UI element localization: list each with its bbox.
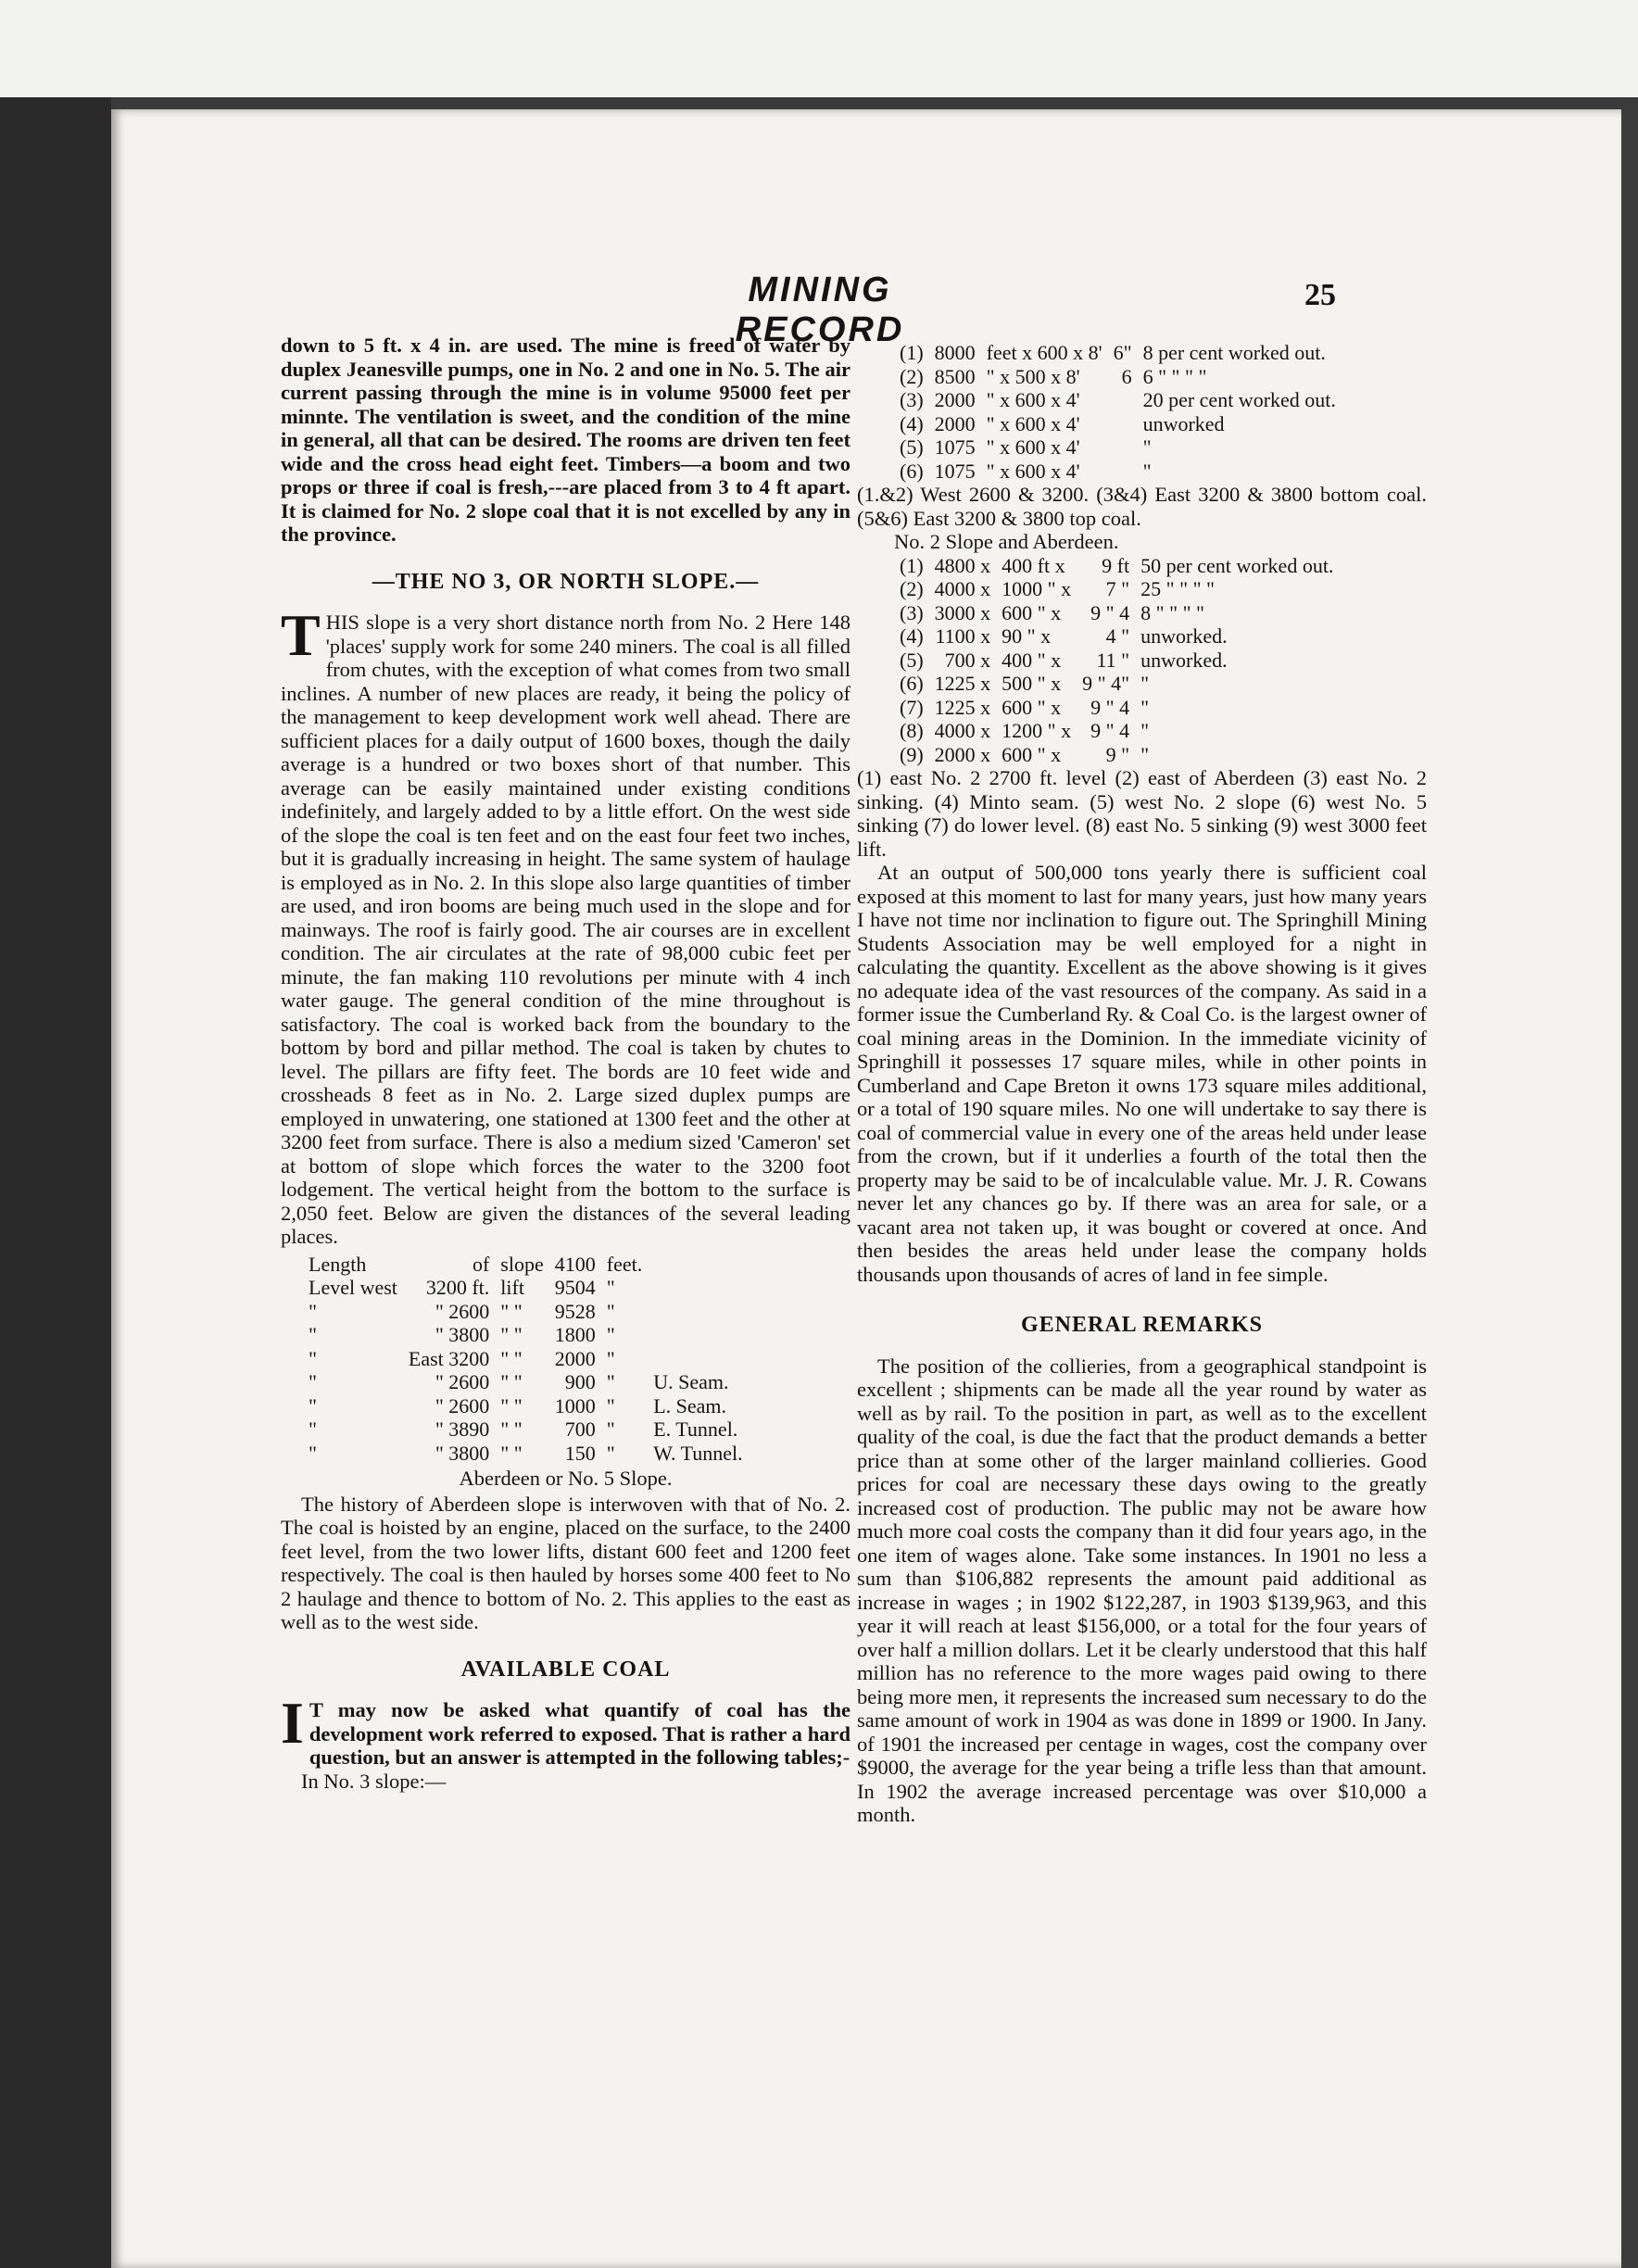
table-cell: " <box>309 1323 317 1346</box>
table-cell: 4800 x <box>934 553 991 577</box>
table-cell: 4000 x <box>934 577 991 600</box>
table-cell: 1225 x <box>934 695 991 719</box>
table-cell: L. Seam. <box>653 1393 727 1418</box>
slope3-label: In No. 3 slope:— <box>301 1769 447 1793</box>
table-cell: (2) <box>900 577 924 600</box>
aberdeen-paragraph: The history of Aberdeen slope is interwoven with that of No. 2. The coal is hoisted by an engine, placed on the surface, to the 2400 feet level, from the two lower lifts, distant 600 feet and 1200 feet respectively. The coal is then hauled by horses some 400 feet to No 2 haulage and thence to bottom of No. 2. This applies to the east as well as to the west side. <box>281 1492 850 1633</box>
available-coal-heading: AVAILABLE COAL <box>460 1657 671 1682</box>
table-cell: 400 " x <box>1002 648 1062 672</box>
slope3-row <box>894 341 1342 365</box>
table-cell: " <box>606 1276 615 1299</box>
table-cell: (9) <box>900 742 924 766</box>
level-row <box>303 1442 749 1466</box>
table2-note: (1) east No. 2 2700 ft. level (2) east of Aberdeen (3) east No. 2 sinking. (4) Minto seam. (5) west No. 2 slope (6) west No. 5 sinking (7) do lower level. (8) east No. 5 sinking (9) west 3000 feet lift. <box>857 766 1427 861</box>
table-cell: (7) <box>900 695 924 719</box>
table-cell: " <box>309 1418 317 1441</box>
table-cell: " 3890 <box>435 1418 490 1441</box>
table-cell: 1075 <box>934 459 976 483</box>
aberdeen-row <box>894 649 1339 673</box>
table-cell: " <box>309 1370 317 1393</box>
table-cell: 8500 <box>934 364 976 388</box>
table-cell: " x 600 x 4' <box>986 411 1080 435</box>
right-column <box>857 341 1427 1827</box>
table-cell: 6" <box>1113 341 1132 364</box>
table-cell: 9 " 4 <box>1090 695 1130 719</box>
table-cell: 4100 <box>554 1252 596 1276</box>
level-row <box>303 1276 749 1300</box>
output-paragraph: At an output of 500,000 tons yearly there is sufficient coal exposed at this moment to last for many years, just how many years I have not time nor inclination to figure out. The Springhill Mining Students Association may be well employed for a night in calculating the quantity. Excellent as the above showing is it gives no adequate idea of the vast resources of the company. As said in a former issue the Cumberland Ry. & Coal Co. is the largest owner of coal mining areas in the Dominion. In the immediate vicinity of Springhill it possesses 17 square miles, while in other points in Cumberland and Cape Breton it owns 173 square miles additional, or a total of 190 square miles. No one will undertake to say there is coal of commercial value in every one of the areas held under lease from the crown, but if it underlies a fourth of the total then the property may be said to be of incalculable value. Mr. J. R. Cowans never let any chances go by. If there was an area for sale, or a vacant area not taken up, it was bought or covered at once. And then besides the areas held under lease the company holds thousands upon thousands of acres of land in fee simple. <box>857 861 1427 1286</box>
north-slope-dropcap: T <box>281 602 321 668</box>
level-row <box>303 1418 749 1442</box>
level-row <box>303 1347 749 1371</box>
table-cell: " x 600 x 4' <box>986 435 1080 459</box>
table-cell: of <box>472 1252 490 1276</box>
table-cell: 9504 <box>554 1276 596 1299</box>
table-cell: 2000 <box>554 1346 596 1370</box>
aberdeen-row <box>894 696 1339 720</box>
left-column <box>281 334 850 1793</box>
table-cell: 1075 <box>934 435 976 459</box>
table-cell: lift <box>500 1276 524 1299</box>
table-cell: 3200 ft. <box>425 1276 490 1299</box>
table-cell: unworked. <box>1140 648 1228 672</box>
table-cell: " <box>606 1299 615 1323</box>
table-cell <box>1108 412 1138 436</box>
table-cell: 1800 <box>554 1323 596 1346</box>
general-remarks-heading: GENERAL REMARKS <box>1020 1313 1264 1337</box>
table-cell: 2000 x <box>934 742 991 766</box>
table-cell: 9528 <box>554 1299 596 1323</box>
scan-edge-left <box>0 97 111 2268</box>
table-cell: " " <box>500 1393 523 1418</box>
north-slope-heading: —THE NO 3, OR NORTH SLOPE.— <box>372 569 760 594</box>
table-cell: feet. <box>606 1252 643 1276</box>
table-cell: " 3800 <box>435 1323 490 1346</box>
table-cell: " <box>606 1393 615 1418</box>
table-cell: (4) <box>900 411 924 435</box>
aberdeen-row <box>894 624 1339 649</box>
table-cell: 150 <box>564 1441 596 1465</box>
table-cell: 7 " <box>1105 577 1130 600</box>
table-cell: 20 per cent worked out. <box>1142 388 1336 411</box>
slope3-row <box>894 388 1342 412</box>
table-cell: " <box>1140 719 1150 742</box>
table-cell: " <box>606 1323 615 1346</box>
table-cell: (3) <box>900 388 924 411</box>
table-cell: " <box>1140 695 1150 719</box>
table-cell: 9 ft <box>1102 553 1130 577</box>
table-cell: 9 " 4 <box>1090 600 1130 624</box>
table-cell: 400 ft x <box>1002 553 1065 577</box>
table-cell: 900 <box>564 1370 596 1393</box>
table-cell: slope <box>500 1252 544 1276</box>
table-cell: 1000 <box>554 1393 596 1418</box>
table-cell: " <box>606 1346 615 1370</box>
table-cell: 1225 x <box>934 672 991 695</box>
table-cell: 1200 " x <box>1002 719 1072 742</box>
table-cell: (1) <box>900 341 924 364</box>
table-cell: " <box>1142 435 1152 459</box>
available-dropcap: I <box>281 1690 304 1756</box>
table2-heading: No. 2 Slope and Aberdeen. <box>894 530 1119 553</box>
slope3-row <box>894 435 1342 460</box>
table-cell: 2000 <box>934 411 976 435</box>
table-cell: 8000 <box>934 341 976 364</box>
levels-table <box>303 1253 749 1466</box>
table-cell: 9 " 4 <box>1090 719 1130 742</box>
aberdeen-row <box>894 577 1339 601</box>
table-cell: unworked. <box>1140 624 1228 648</box>
scan-margin-top <box>0 0 1638 97</box>
table-cell: (5) <box>900 648 924 672</box>
aberdeen-heading: Aberdeen or No. 5 Slope. <box>459 1467 673 1490</box>
table-cell: 11 " <box>1096 648 1130 672</box>
table-cell: 600 " x <box>1002 600 1062 624</box>
table-cell: " 2600 <box>435 1393 490 1418</box>
intro-paragraph: down to 5 ft. x 4 in. are used. The mine is freed of water by duplex Jeanesville pumps, one in No. 2 and one in No. 5. The air current passing through the mine is in volume 95000 feet per minnte. The ventilation is sweet, and the condition of the mine in general, all that can be desired. The rooms are driven ten feet wide and the cross head eight feet. Timbers—a boom and two props or three if coal is fresh,---are placed from 3 to 4 ft apart. It is claimed for No. 2 slope coal that it is not excelled by any in the province. <box>281 334 850 546</box>
table-cell: " " <box>500 1299 523 1323</box>
table-cell: (2) <box>900 364 924 388</box>
slope3-row <box>894 365 1342 389</box>
aberdeen-row <box>894 554 1339 578</box>
table-cell: " <box>309 1393 317 1418</box>
table-cell: 6 " " " " <box>1142 364 1207 388</box>
table-cell: East 3200 <box>408 1346 490 1370</box>
table-cell: " <box>309 1441 317 1465</box>
table-cell: W. Tunnel. <box>653 1441 743 1465</box>
table-cell: " <box>1140 672 1150 695</box>
slope3-table <box>894 341 1342 483</box>
table-cell: 9 " <box>1105 742 1130 766</box>
table-cell: " <box>606 1370 615 1393</box>
table-cell: " " <box>500 1346 523 1370</box>
table-cell: 8 " " " " <box>1140 600 1205 624</box>
table-cell: " <box>309 1346 317 1370</box>
table-cell <box>1108 388 1138 412</box>
table-cell: Length <box>309 1252 367 1276</box>
table-cell: " <box>309 1299 317 1323</box>
aberdeen-row <box>894 672 1339 696</box>
table-cell <box>648 1276 748 1300</box>
level-row <box>303 1323 749 1347</box>
table-cell: " 2600 <box>435 1299 490 1323</box>
table-cell: E. Tunnel. <box>653 1418 738 1441</box>
table-cell: unworked <box>1142 411 1225 435</box>
table-cell: " <box>606 1418 615 1441</box>
table-cell: " " <box>500 1441 523 1465</box>
table-cell: (4) <box>900 624 924 648</box>
table-cell: " " <box>500 1323 523 1346</box>
table-cell: 700 <box>564 1418 596 1441</box>
table-cell: " x 500 x 8' <box>986 364 1080 388</box>
table-cell: 600 " x <box>1002 695 1062 719</box>
table-cell: 1100 x <box>935 624 991 648</box>
aberdeen-row <box>894 743 1339 767</box>
table-cell: " " <box>500 1370 523 1393</box>
table-cell: (3) <box>900 600 924 624</box>
table-cell: 25 " " " " <box>1140 577 1216 600</box>
table-cell: " <box>1142 459 1152 483</box>
table-cell: 2000 <box>934 388 976 411</box>
table-cell <box>648 1323 748 1347</box>
table-cell: " " <box>500 1418 523 1441</box>
table-cell <box>1108 435 1138 460</box>
table-cell <box>648 1253 748 1277</box>
level-row <box>303 1370 749 1394</box>
table-cell: 8 per cent worked out. <box>1142 341 1326 364</box>
available-coal-paragraph: T may now be asked what quantify of coal has the development work referred to exposed. That is rather a hard question, but an answer is attempted in the following tables;- <box>309 1698 850 1769</box>
table-cell: (8) <box>900 719 924 742</box>
table1-note: (1.&2) West 2600 & 3200. (3&4) East 3200 & 3800 bottom coal. (5&6) East 3200 & 3800 top coal. <box>857 483 1427 530</box>
table-cell: 600 " x <box>1002 742 1062 766</box>
table-cell: " x 600 x 4' <box>986 459 1080 483</box>
north-slope-paragraph: HIS slope is a very short distance north from No. 2 Here 148 'places' supply work for some 240 miners. The coal is all filled from chutes, with the exception of what comes from two small inclines. A number of new places are ready, it being the policy of the management to keep development work well ahead. There are sufficient places for a daily output of 1600 boxes, though the daily average is a hundred or two boxes short of that number. This average can be easily maintained under existing conditions indefinitely, and largely added to by a little effort. On the west side of the slope the coal is ten feet and on the east four feet two inches, but it is gradually increasing in height. The same system of haulage is employed as in No. 2. In this slope also large quantities of timber are used, and iron booms are being much used in the slope and for mainways. The roof is fairly good. The air courses are in excellent condition. The air circulates at the rate of 98,000 cubic feet per minute, the fan making 110 revolutions per minute with 4 inch water gauge. The general condition of the mine throughout is satisfactory. The coal is worked back from the boundary to the bottom by bord and pillar method. The coal is taken by chutes to level. The pillars are fifty feet. The bords are 10 feet wide and crossheads 8 feet as in No. 2. Large sized duplex pumps are employed in unwatering, one stationed at 1300 feet and the other at 3200 feet from surface. There is also a medium sized 'Cameron' set at bottom of slope which forces the water to the 3200 foot lodgement. The vertical height from the bottom to the surface is 2,050 feet. Below are given the distances of the several leading places. <box>281 611 850 1248</box>
slope3-row <box>894 412 1342 436</box>
aberdeen-row <box>894 719 1339 743</box>
table-cell: " <box>1140 742 1150 766</box>
table-cell <box>648 1347 748 1371</box>
aberdeen-table <box>894 554 1339 767</box>
page-number: 25 <box>1304 278 1336 312</box>
level-row <box>303 1253 749 1277</box>
table-cell: 4 " <box>1105 624 1130 648</box>
table-cell: 90 " x <box>1002 624 1052 648</box>
running-head: MINING RECORD <box>735 271 905 349</box>
slope3-row <box>894 460 1342 484</box>
table-cell: (1) <box>900 553 924 577</box>
table-cell: (6) <box>900 672 924 695</box>
level-row <box>303 1300 749 1324</box>
table-cell: " 2600 <box>435 1370 490 1393</box>
aberdeen-row <box>894 601 1339 625</box>
level-row <box>303 1394 749 1418</box>
table-cell <box>648 1300 748 1324</box>
table-cell: " 3800 <box>435 1441 490 1465</box>
table-cell: 700 x <box>944 648 991 672</box>
table-cell: feet x 600 x 8' <box>986 341 1102 364</box>
table-cell: (6) <box>900 459 924 483</box>
table-cell: Level west <box>309 1276 397 1299</box>
table-cell: 4000 x <box>934 719 991 742</box>
table-cell <box>1108 460 1138 484</box>
table-cell: U. Seam. <box>653 1370 729 1393</box>
table-cell: " x 600 x 4' <box>986 388 1080 411</box>
table-cell: 9 " 4" <box>1082 672 1130 695</box>
table-cell: 6 <box>1121 364 1132 388</box>
table-cell: " <box>606 1441 615 1465</box>
table-cell: 50 per cent worked out. <box>1140 553 1334 577</box>
table-cell: 3000 x <box>934 600 991 624</box>
general-remarks-paragraph: The position of the collieries, from a geographical standpoint is excellent ; shipments can be made all the year round by water as well as by rail. To the position in part, as well as to the excellent quality of the coal, is due the fact that the product demands a better price than at some other of the larger mainland collieries. Good prices for coal are necessary these days owing to the greatly increased cost of production. The public may not be aware how much more coal costs the company than it did four years ago, in the one item of wages alone. Take some instances. In 1901 no less a sum than $106,882 represents the amount paid additional as increase in wages ; in 1902 $122,287, in 1903 $139,963, and this year it will reach at least $156,000, or a total for the four years of over half a million dollars. Let it be clearly understood that this half million has no reference to the more wages paid owing to there being more men, it represents the increased sum necessary to do the same amount of work in 1904 as was done in 1899 or 1900. In Jany. of 1901 the increased per centage in wages, cost the company over $9000, the average for the year being a trifle less than that amount. In 1902 the average increased percentage was over $10,000 a month. <box>857 1354 1427 1826</box>
table-cell: (5) <box>900 435 924 459</box>
table-cell: 500 " x <box>1002 672 1062 695</box>
table-cell: 1000 " x <box>1002 577 1072 600</box>
